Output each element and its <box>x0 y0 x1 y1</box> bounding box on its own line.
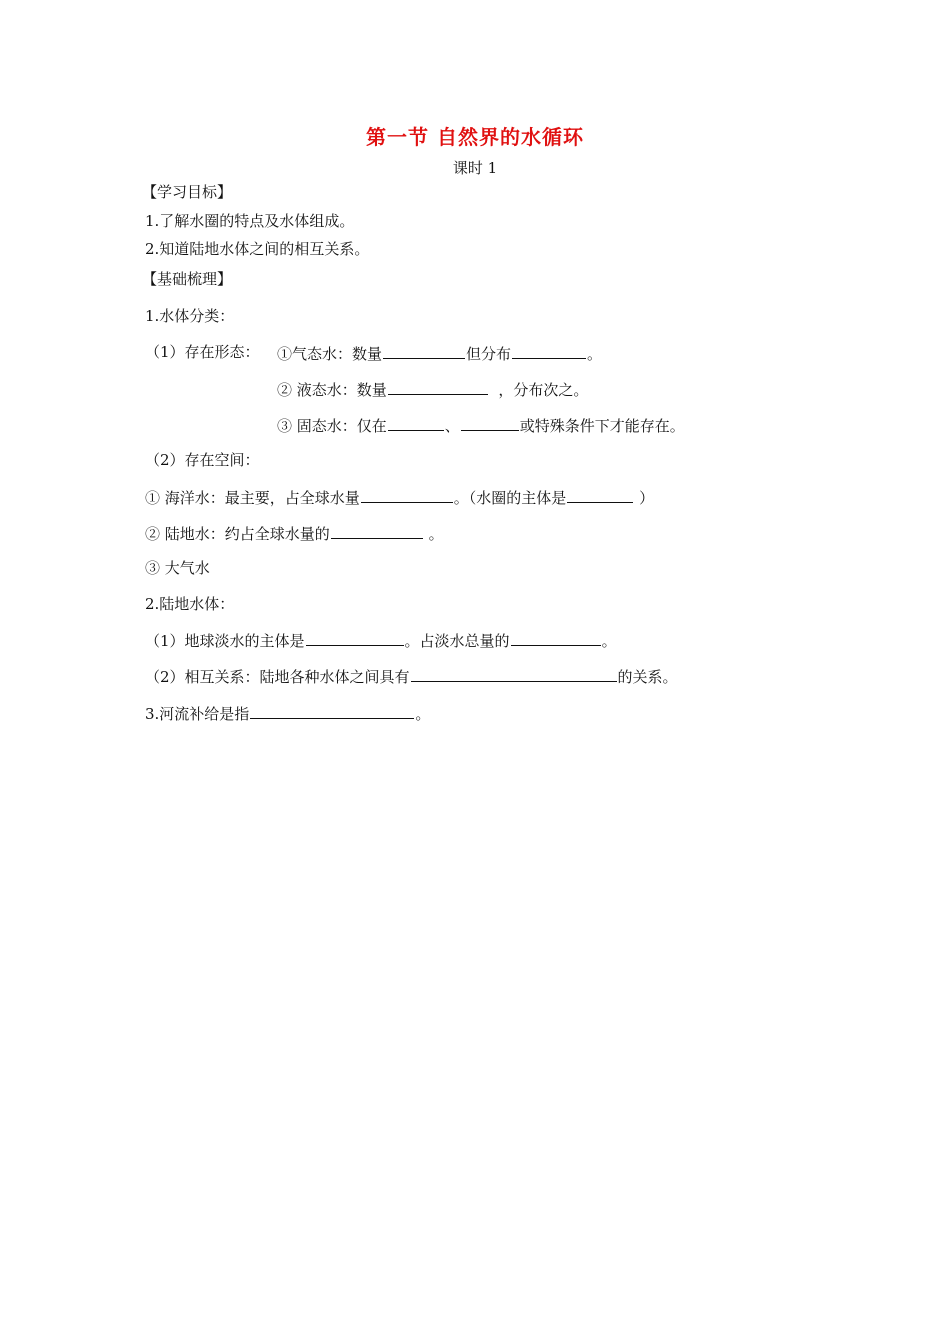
fresh-text-c: 。 <box>601 632 617 650</box>
gas-text-b: 但分布 <box>466 345 512 363</box>
space-label: （2）存在空间： <box>145 451 260 469</box>
relation-line <box>145 665 678 687</box>
freshwater-line <box>145 629 617 651</box>
blank-field[interactable] <box>361 486 453 503</box>
liquid-water-line <box>277 378 588 400</box>
blank-field[interactable] <box>567 486 633 503</box>
solid-water-line <box>277 414 685 436</box>
blank-field[interactable] <box>383 342 465 359</box>
blank-field[interactable] <box>331 522 423 539</box>
objectives-heading: 【学习目标】 <box>142 183 233 201</box>
river-text-b: 。 <box>415 705 431 723</box>
gas-text-c: 。 <box>587 345 603 363</box>
land-water-line <box>145 522 444 544</box>
land-text-a: ② 陆地水：约占全球水量的 <box>145 525 330 543</box>
blank-field[interactable] <box>512 342 586 359</box>
solid-text-c: 或特殊条件下才能存在。 <box>519 417 685 435</box>
gas-water-line <box>277 342 602 364</box>
atmos-water-line: ③ 大气水 <box>145 559 210 577</box>
section-2-label: 2.陆地水体： <box>145 595 235 613</box>
liquid-text-a: ② 液态水：数量 <box>277 381 387 399</box>
liquid-text-b: ，分布次之。 <box>498 381 589 399</box>
section-1-label: 1.水体分类： <box>145 307 235 325</box>
blank-field[interactable] <box>411 665 617 682</box>
blank-field[interactable] <box>511 629 601 646</box>
solid-text-a: ③ 固态水：仅在 <box>277 417 387 435</box>
ocean-water-line <box>145 486 654 508</box>
ocean-text-a: ① 海洋水：最主要，占全球水量 <box>145 489 360 507</box>
relation-text-a: （2）相互关系：陆地各种水体之间具有 <box>145 668 410 686</box>
ocean-text-b: 。（水圈的主体是 <box>453 489 567 507</box>
river-supply-line <box>145 702 430 724</box>
page-subtitle: 课时 1 <box>452 159 498 177</box>
objective-item: 1.了解水圈的特点及水体组成。 <box>145 212 355 230</box>
blank-field[interactable] <box>388 414 444 431</box>
fresh-text-a: （1）地球淡水的主体是 <box>145 632 305 650</box>
relation-text-b: 的关系。 <box>617 668 678 686</box>
solid-text-b: 、 <box>444 417 460 435</box>
ocean-text-c: ） <box>639 489 655 507</box>
objective-item: 2.知道陆地水体之间的相互关系。 <box>145 240 370 258</box>
form-label: （1）存在形态： <box>145 343 260 361</box>
blank-field[interactable] <box>461 414 519 431</box>
land-text-b: 。 <box>428 525 444 543</box>
fresh-text-b: 。占淡水总量的 <box>404 632 510 650</box>
page-title: 第一节 自然界的水循环 <box>366 125 584 149</box>
river-text-a: 3.河流补给是指 <box>145 705 250 723</box>
blank-field[interactable] <box>306 629 404 646</box>
basics-heading: 【基础梳理】 <box>142 270 233 288</box>
gas-text-a: ①气态水：数量 <box>277 345 383 363</box>
blank-field[interactable] <box>388 378 488 395</box>
blank-field[interactable] <box>250 702 414 719</box>
